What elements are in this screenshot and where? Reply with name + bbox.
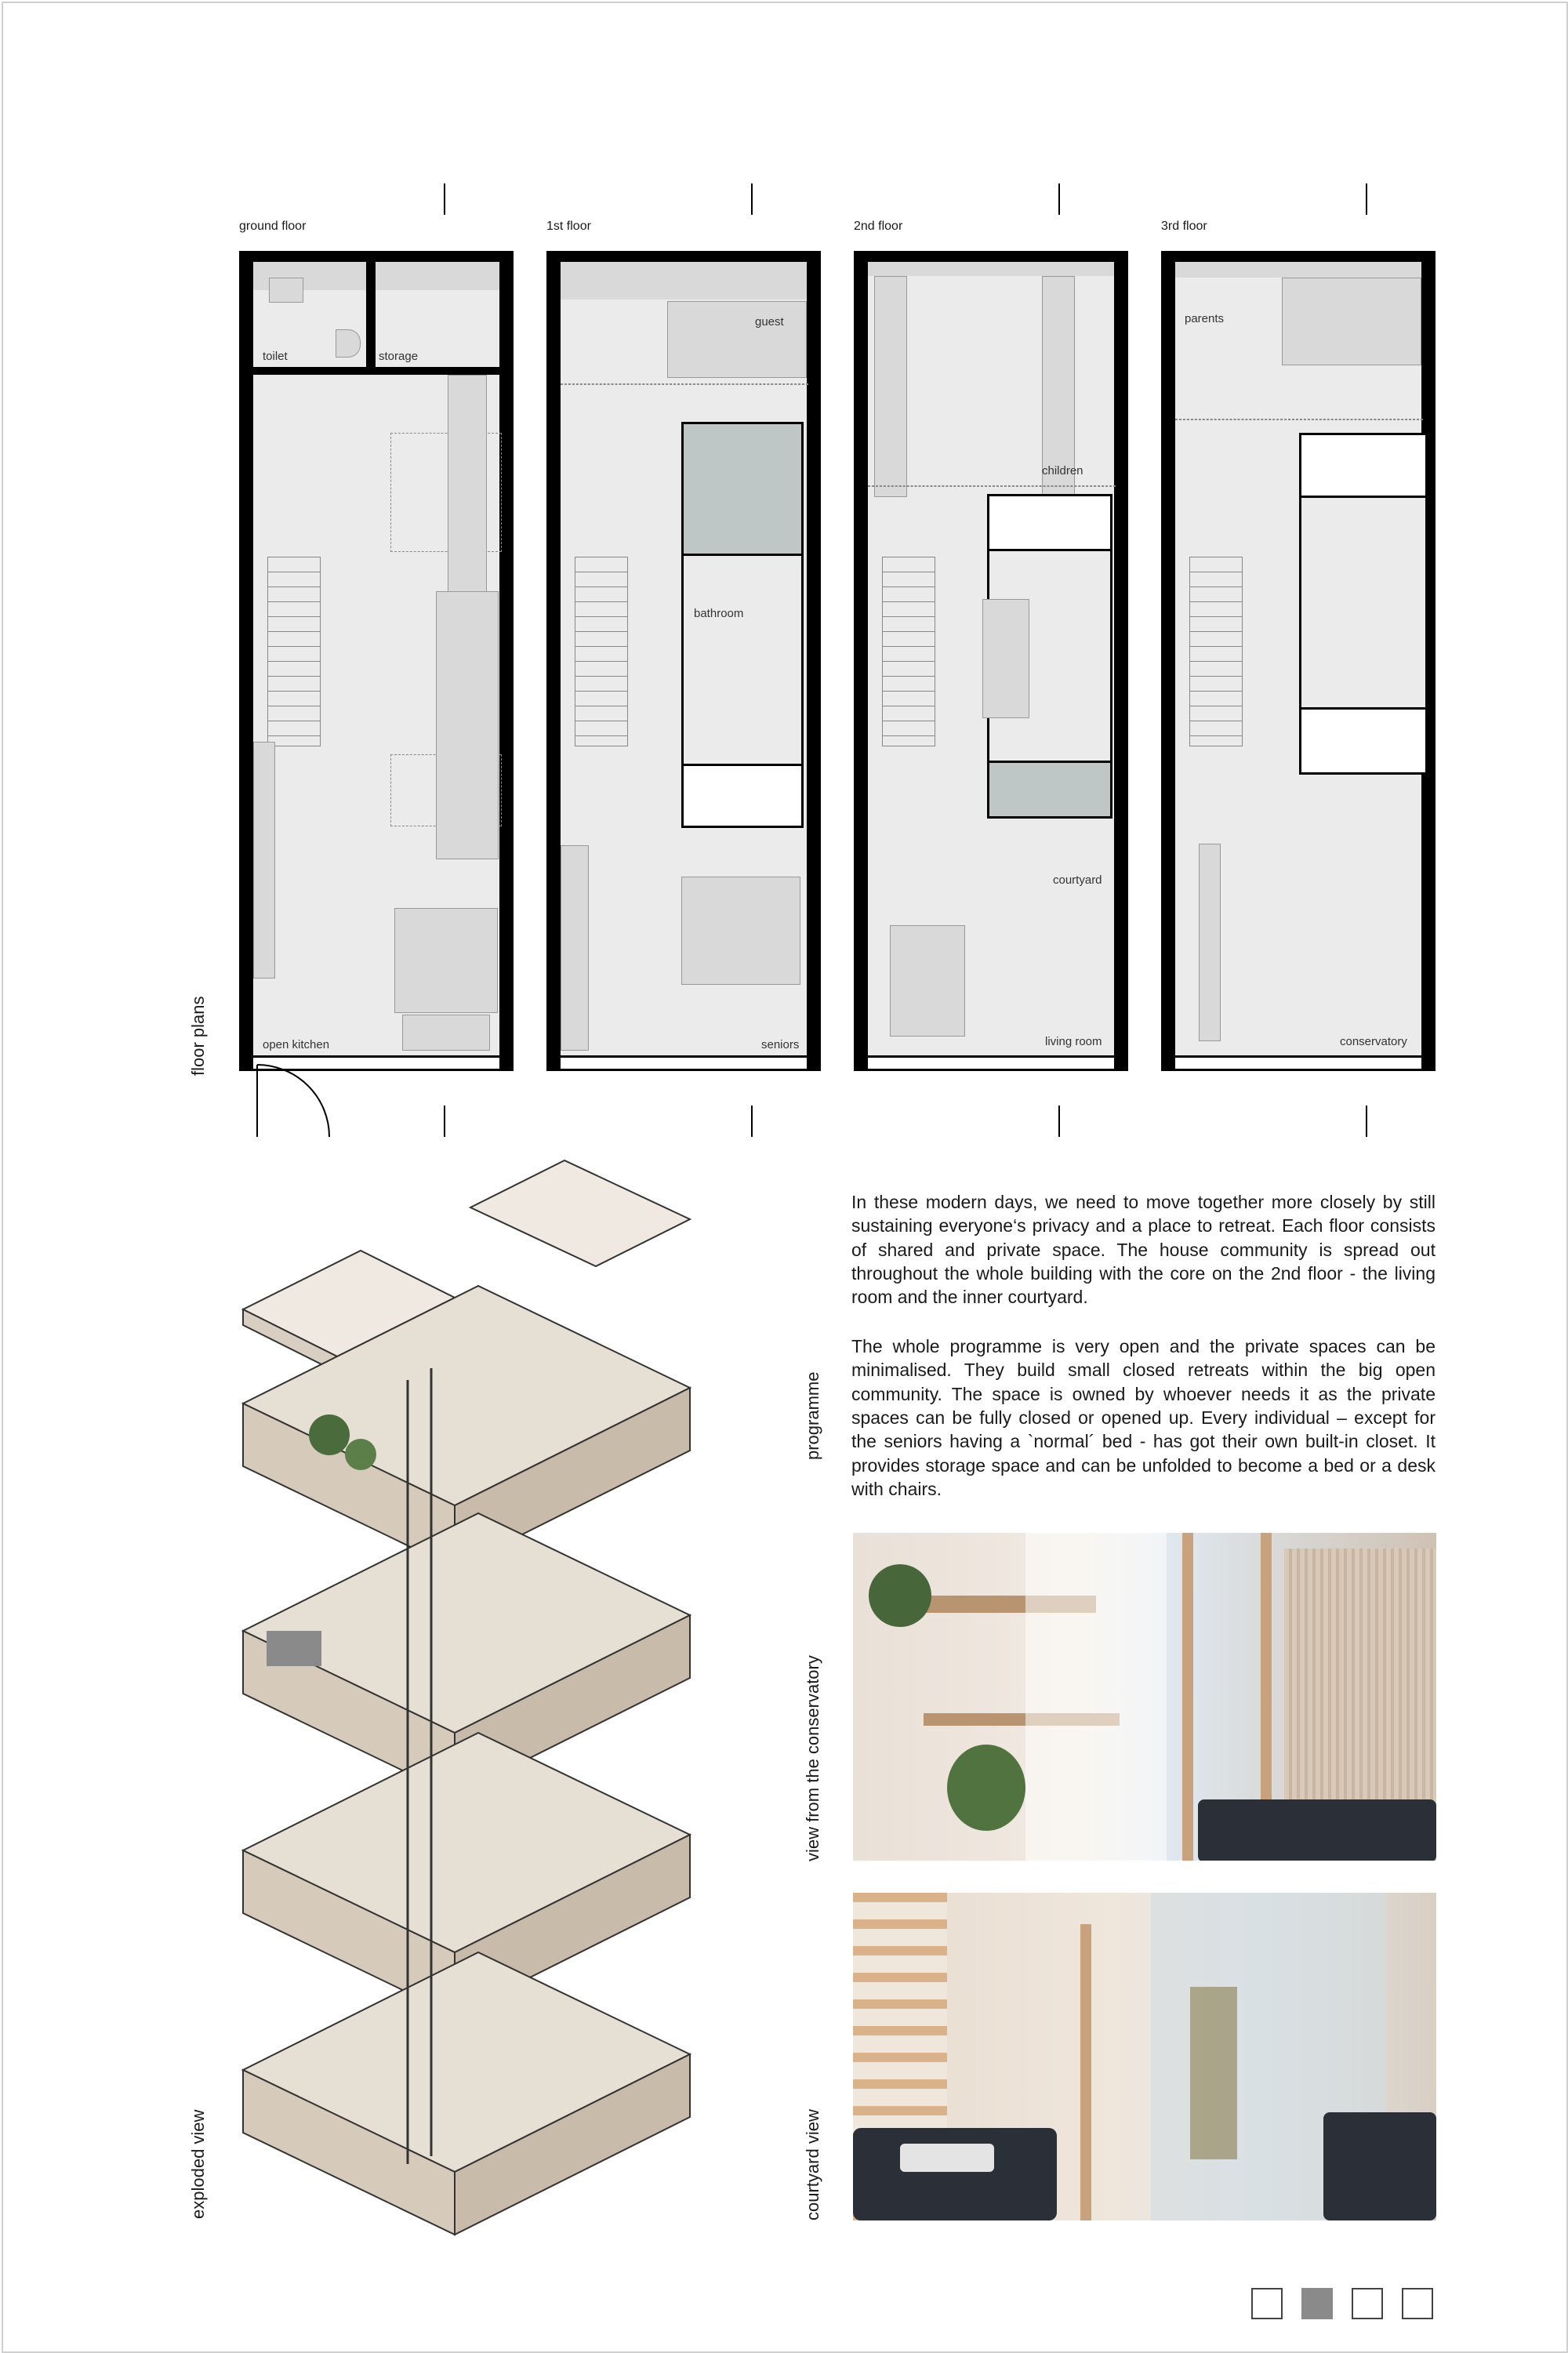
section-mark bbox=[1366, 183, 1367, 215]
section-mark bbox=[1058, 1106, 1060, 1137]
plan-ground-floor bbox=[239, 251, 514, 1071]
label-view-from-conservatory: view from the conservatory bbox=[803, 1655, 822, 1861]
entrance-door-icon bbox=[251, 1058, 337, 1145]
plan-2nd-floor bbox=[854, 251, 1128, 1071]
floor-title-ground: ground floor bbox=[239, 220, 307, 233]
room-label-courtyard: courtyard bbox=[1053, 873, 1102, 887]
label-courtyard-view: courtyard view bbox=[803, 2109, 822, 2220]
section-mark bbox=[751, 1106, 753, 1137]
exploded-view-diagram bbox=[235, 1145, 706, 2242]
label-floor-plans: floor plans bbox=[188, 996, 208, 1076]
programme-paragraph-1: In these modern days, we need to move together more closely by still sustaining everyone‘s privacy and a place to retreat. Each floor consists of shared and private space. The house community is spread out throughout the whole building with the core on the 2nd floor - the living room and the inner courtyard. bbox=[851, 1192, 1436, 1308]
label-programme: programme bbox=[803, 1371, 822, 1460]
render-view-from-conservatory bbox=[853, 1533, 1436, 1861]
room-label-living-room: living room bbox=[1045, 1035, 1102, 1048]
section-mark bbox=[444, 183, 445, 215]
floor-title-2nd: 2nd floor bbox=[854, 220, 903, 233]
programme-paragraph-2: The whole programme is very open and the private spaces can be minimalised. They build small closed retreats within the big open community. The space is owned by whoever needs it as the private spaces can be fully closed or opened up. Every individual – except for the seniors having a `normal´ bed - has got their own built-in closet. It provides storage space and can be unfolded to become a bed or a desk with chairs. bbox=[851, 1336, 1436, 1500]
room-label-seniors: seniors bbox=[761, 1038, 800, 1051]
floor-title-1st: 1st floor bbox=[546, 220, 591, 233]
page-indicator-3[interactable] bbox=[1352, 2288, 1383, 2319]
room-label-open-kitchen: open kitchen bbox=[263, 1038, 330, 1051]
render-courtyard-view bbox=[853, 1893, 1436, 2220]
room-label-storage: storage bbox=[379, 350, 419, 363]
room-label-toilet: toilet bbox=[263, 350, 288, 363]
page-indicator-4[interactable] bbox=[1402, 2288, 1433, 2319]
page-indicator-2-active[interactable] bbox=[1301, 2288, 1333, 2319]
room-label-children: children bbox=[1042, 464, 1083, 477]
room-label-guest: guest bbox=[755, 315, 784, 329]
plan-3rd-floor bbox=[1161, 251, 1436, 1071]
section-mark bbox=[444, 1106, 445, 1137]
room-label-parents: parents bbox=[1185, 312, 1225, 325]
section-mark bbox=[1366, 1106, 1367, 1137]
label-exploded-view: exploded view bbox=[188, 2109, 208, 2219]
plan-1st-floor bbox=[546, 251, 821, 1071]
room-label-bathroom: bathroom bbox=[694, 607, 744, 620]
section-mark bbox=[751, 183, 753, 215]
section-mark bbox=[1058, 183, 1060, 215]
floor-title-3rd: 3rd floor bbox=[1161, 220, 1207, 233]
room-label-conservatory: conservatory bbox=[1340, 1035, 1407, 1048]
page-indicator-1[interactable] bbox=[1251, 2288, 1283, 2319]
